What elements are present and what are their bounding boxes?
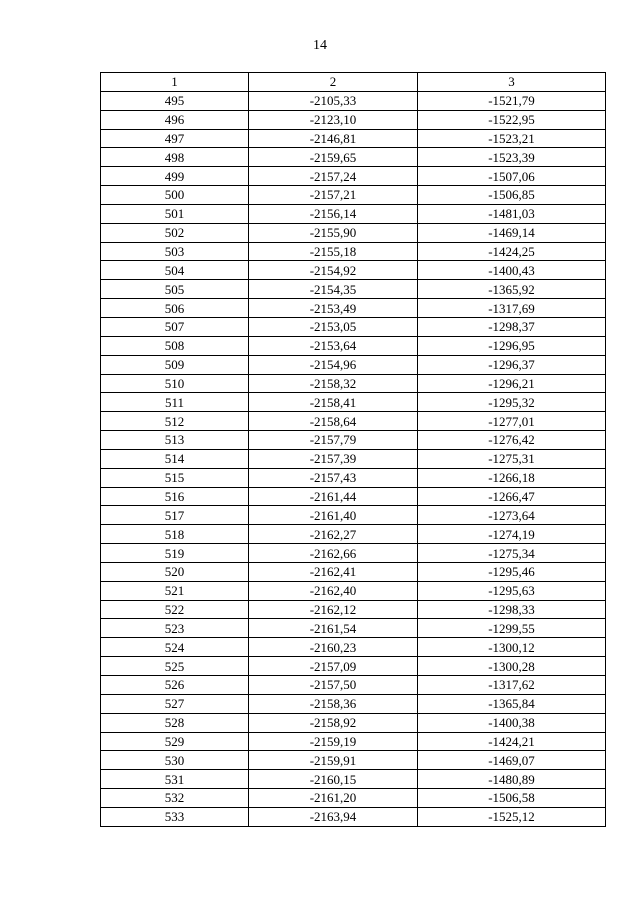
- table-cell-col-2: -2161,20: [249, 789, 418, 808]
- table-cell-col-3: -1296,37: [418, 355, 606, 374]
- header-row: [101, 73, 606, 92]
- table-cell-col-1: 525: [101, 657, 249, 676]
- table-cell-col-3: -1298,33: [418, 600, 606, 619]
- table-row: [101, 223, 606, 242]
- table-cell-col-1: 520: [101, 562, 249, 581]
- table-cell-col-3: -1295,46: [418, 562, 606, 581]
- table-cell-col-2: -2158,36: [249, 694, 418, 713]
- table-cell-col-2: -2159,65: [249, 148, 418, 167]
- table-cell-col-3: -1275,34: [418, 544, 606, 563]
- table-row: [101, 336, 606, 355]
- table-row: [101, 676, 606, 695]
- table-cell-col-1: 505: [101, 280, 249, 299]
- table-cell-col-2: -2123,10: [249, 110, 418, 129]
- header-cell-col-1: 1: [101, 73, 249, 92]
- table-cell-col-2: -2161,54: [249, 619, 418, 638]
- table-cell-col-3: -1400,38: [418, 713, 606, 732]
- table-cell-col-3: -1266,18: [418, 468, 606, 487]
- table-cell-col-2: -2162,40: [249, 581, 418, 600]
- table-cell-col-1: 532: [101, 789, 249, 808]
- page-number: 14: [313, 38, 327, 53]
- table-cell-col-3: -1523,39: [418, 148, 606, 167]
- table-cell-col-2: -2157,39: [249, 449, 418, 468]
- table-row: [101, 562, 606, 581]
- table-row: [101, 261, 606, 280]
- table-cell-col-2: -2155,18: [249, 242, 418, 261]
- table-cell-col-2: -2163,94: [249, 807, 418, 826]
- table-cell-col-2: -2157,21: [249, 186, 418, 205]
- table-cell-col-2: -2154,92: [249, 261, 418, 280]
- table-row: [101, 110, 606, 129]
- table-row: [101, 355, 606, 374]
- table-cell-col-2: -2157,09: [249, 657, 418, 676]
- table-cell-col-3: -1296,21: [418, 374, 606, 393]
- table-cell-col-2: -2162,41: [249, 562, 418, 581]
- table-cell-col-3: -1365,84: [418, 694, 606, 713]
- table-cell-col-2: -2157,50: [249, 676, 418, 695]
- table-header: [101, 73, 606, 92]
- table-cell-col-3: -1424,25: [418, 242, 606, 261]
- table-cell-col-2: -2105,33: [249, 91, 418, 110]
- table-cell-col-2: -2153,05: [249, 317, 418, 336]
- table-cell-col-3: -1300,12: [418, 638, 606, 657]
- table-cell-col-1: 514: [101, 449, 249, 468]
- table-cell-col-1: 496: [101, 110, 249, 129]
- table-cell-col-3: -1299,55: [418, 619, 606, 638]
- table-cell-col-3: -1317,69: [418, 299, 606, 318]
- table-cell-col-2: -2157,79: [249, 431, 418, 450]
- table-cell-col-1: 501: [101, 204, 249, 223]
- table-cell-col-1: 509: [101, 355, 249, 374]
- table-cell-col-2: -2153,49: [249, 299, 418, 318]
- table-cell-col-1: 497: [101, 129, 249, 148]
- table-cell-col-3: -1298,37: [418, 317, 606, 336]
- table-row: [101, 186, 606, 205]
- table-row: [101, 487, 606, 506]
- table-cell-col-2: -2160,15: [249, 770, 418, 789]
- table-row: [101, 581, 606, 600]
- table-cell-col-3: -1275,31: [418, 449, 606, 468]
- table-cell-col-3: -1506,85: [418, 186, 606, 205]
- table-cell-col-1: 510: [101, 374, 249, 393]
- header-cell-col-2: 2: [249, 73, 418, 92]
- table-row: [101, 412, 606, 431]
- table-row: [101, 638, 606, 657]
- table-cell-col-3: -1274,19: [418, 525, 606, 544]
- table-cell-col-3: -1480,89: [418, 770, 606, 789]
- coordinates-table: [100, 72, 606, 827]
- table-row: [101, 148, 606, 167]
- table-cell-col-1: 515: [101, 468, 249, 487]
- table-cell-col-1: 527: [101, 694, 249, 713]
- table-cell-col-3: -1469,07: [418, 751, 606, 770]
- table-cell-col-2: -2154,35: [249, 280, 418, 299]
- table-row: [101, 732, 606, 751]
- table-cell-col-1: 508: [101, 336, 249, 355]
- table-row: [101, 600, 606, 619]
- table-cell-col-1: 529: [101, 732, 249, 751]
- table-cell-col-2: -2153,64: [249, 336, 418, 355]
- table-row: [101, 789, 606, 808]
- table-row: [101, 393, 606, 412]
- table-row: [101, 242, 606, 261]
- table-cell-col-2: -2158,92: [249, 713, 418, 732]
- table-cell-col-3: -1400,43: [418, 261, 606, 280]
- table-row: [101, 506, 606, 525]
- table-cell-col-3: -1424,21: [418, 732, 606, 751]
- table-cell-col-1: 519: [101, 544, 249, 563]
- table-cell-col-3: -1522,95: [418, 110, 606, 129]
- table-cell-col-2: -2158,32: [249, 374, 418, 393]
- table-cell-col-1: 518: [101, 525, 249, 544]
- table-cell-col-3: -1521,79: [418, 91, 606, 110]
- table-cell-col-2: -2157,24: [249, 167, 418, 186]
- table-cell-col-2: -2162,66: [249, 544, 418, 563]
- table-cell-col-2: -2159,19: [249, 732, 418, 751]
- table-cell-col-3: -1296,95: [418, 336, 606, 355]
- table-row: [101, 751, 606, 770]
- table-cell-col-1: 511: [101, 393, 249, 412]
- table-cell-col-1: 512: [101, 412, 249, 431]
- table-row: [101, 317, 606, 336]
- table-cell-col-2: -2158,64: [249, 412, 418, 431]
- table-cell-col-1: 522: [101, 600, 249, 619]
- table-cell-col-1: 513: [101, 431, 249, 450]
- table-row: [101, 431, 606, 450]
- table-row: [101, 374, 606, 393]
- table-cell-col-2: -2162,12: [249, 600, 418, 619]
- table-cell-col-2: -2156,14: [249, 204, 418, 223]
- table-cell-col-2: -2157,43: [249, 468, 418, 487]
- table-cell-col-3: -1507,06: [418, 167, 606, 186]
- table-cell-col-1: 524: [101, 638, 249, 657]
- table-cell-col-1: 507: [101, 317, 249, 336]
- table-cell-col-3: -1266,47: [418, 487, 606, 506]
- table-cell-col-1: 498: [101, 148, 249, 167]
- table-row: [101, 299, 606, 318]
- table-cell-col-2: -2155,90: [249, 223, 418, 242]
- table-row: [101, 280, 606, 299]
- table-cell-col-1: 521: [101, 581, 249, 600]
- table-cell-col-1: 523: [101, 619, 249, 638]
- table-cell-col-2: -2160,23: [249, 638, 418, 657]
- table-cell-col-3: -1276,42: [418, 431, 606, 450]
- table-cell-col-2: -2159,91: [249, 751, 418, 770]
- table-cell-col-1: 516: [101, 487, 249, 506]
- table-cell-col-1: 528: [101, 713, 249, 732]
- table-cell-col-1: 533: [101, 807, 249, 826]
- table-cell-col-3: -1469,14: [418, 223, 606, 242]
- table-cell-col-1: 503: [101, 242, 249, 261]
- table-row: [101, 694, 606, 713]
- table-cell-col-1: 500: [101, 186, 249, 205]
- table-cell-col-1: 531: [101, 770, 249, 789]
- table-cell-col-1: 506: [101, 299, 249, 318]
- table-cell-col-1: 517: [101, 506, 249, 525]
- table-cell-col-3: -1273,64: [418, 506, 606, 525]
- table-cell-col-3: -1295,32: [418, 393, 606, 412]
- table-cell-col-1: 530: [101, 751, 249, 770]
- table-cell-col-1: 502: [101, 223, 249, 242]
- table-cell-col-2: -2158,41: [249, 393, 418, 412]
- table-cell-col-3: -1481,03: [418, 204, 606, 223]
- table-row: [101, 544, 606, 563]
- table-row: [101, 204, 606, 223]
- table-body: [101, 91, 606, 826]
- table-row: [101, 91, 606, 110]
- table-cell-col-2: -2154,96: [249, 355, 418, 374]
- table-cell-col-3: -1506,58: [418, 789, 606, 808]
- table-row: [101, 449, 606, 468]
- table-row: [101, 468, 606, 487]
- table-row: [101, 770, 606, 789]
- table-cell-col-2: -2161,40: [249, 506, 418, 525]
- table-cell-col-1: 495: [101, 91, 249, 110]
- table-cell-col-3: -1365,92: [418, 280, 606, 299]
- table-row: [101, 525, 606, 544]
- table-cell-col-3: -1317,62: [418, 676, 606, 695]
- table-row: [101, 129, 606, 148]
- table-cell-col-2: -2162,27: [249, 525, 418, 544]
- table-cell-col-3: -1277,01: [418, 412, 606, 431]
- table-row: [101, 657, 606, 676]
- table-cell-col-1: 499: [101, 167, 249, 186]
- table-cell-col-3: -1525,12: [418, 807, 606, 826]
- table-cell-col-2: -2161,44: [249, 487, 418, 506]
- table-cell-col-3: -1295,63: [418, 581, 606, 600]
- table-cell-col-1: 504: [101, 261, 249, 280]
- table-cell-col-3: -1523,21: [418, 129, 606, 148]
- table-row: [101, 807, 606, 826]
- table-cell-col-3: -1300,28: [418, 657, 606, 676]
- table-cell-col-2: -2146,81: [249, 129, 418, 148]
- table-row: [101, 619, 606, 638]
- table-row: [101, 713, 606, 732]
- header-cell-col-3: 3: [418, 73, 606, 92]
- table-cell-col-1: 526: [101, 676, 249, 695]
- table-row: [101, 167, 606, 186]
